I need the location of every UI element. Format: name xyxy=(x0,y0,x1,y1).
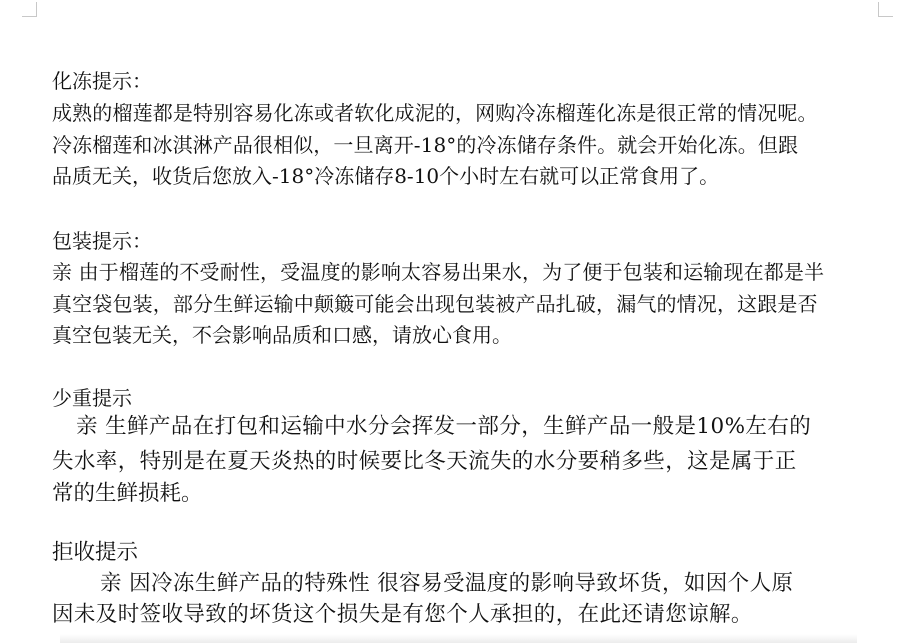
rejection-line-2: 因未及时签收导致的坏货这个损失是有您个人承担的，在此还请您谅解。 xyxy=(52,602,753,627)
section-heading-rejection: 拒收提示 xyxy=(52,540,139,565)
weight-loss-line-3: 常的生鲜损耗。 xyxy=(52,481,203,506)
rejection-line-1: 亲 因冷冻生鲜产品的特殊性 很容易受温度的影响导致坏货，如因个人原 xyxy=(100,571,794,596)
thaw-line-2: 冷冻榴莲和冰淇淋产品很相似，一旦离开-18°的冷冻储存条件。就会开始化冻。但跟 xyxy=(52,133,799,157)
section-heading-weight-loss: 少重提示 xyxy=(52,386,132,410)
packaging-line-3: 真空包装无关，不会影响品质和口感，请放心食用。 xyxy=(52,323,512,347)
weight-loss-line-1: 亲 生鲜产品在打包和运输中水分会挥发一部分，生鲜产品一般是10%左右的 xyxy=(76,414,812,439)
page-bottom-edge xyxy=(60,634,857,643)
crop-mark-top-left xyxy=(22,2,37,17)
packaging-line-1: 亲 由于榴莲的不受耐性，受温度的影响太容易出果水，为了便于包装和运输现在都是半 xyxy=(52,260,825,284)
weight-loss-line-2: 失水率，特别是在夏天炎热的时候要比冬天流失的水分要稍多些，这是属于正 xyxy=(52,449,797,474)
section-heading-packaging: 包装提示： xyxy=(52,229,152,253)
thaw-line-1: 成熟的榴莲都是特别容易化冻或者软化成泥的，网购冷冻榴莲化冻是很正常的情况呢。 xyxy=(52,101,818,125)
document-title xyxy=(0,36,917,62)
section-heading-thaw: 化冻提示： xyxy=(52,69,152,93)
thaw-line-3: 品质无关，收货后您放入-18°冷冻储存8-10个小时左右就可以正常食用了。 xyxy=(52,164,720,188)
crop-mark-top-right xyxy=(878,2,893,17)
packaging-line-2: 真空袋包装，部分生鲜运输中颠簸可能会出现包装被产品扎破，漏气的情况，这跟是否 xyxy=(52,292,818,316)
